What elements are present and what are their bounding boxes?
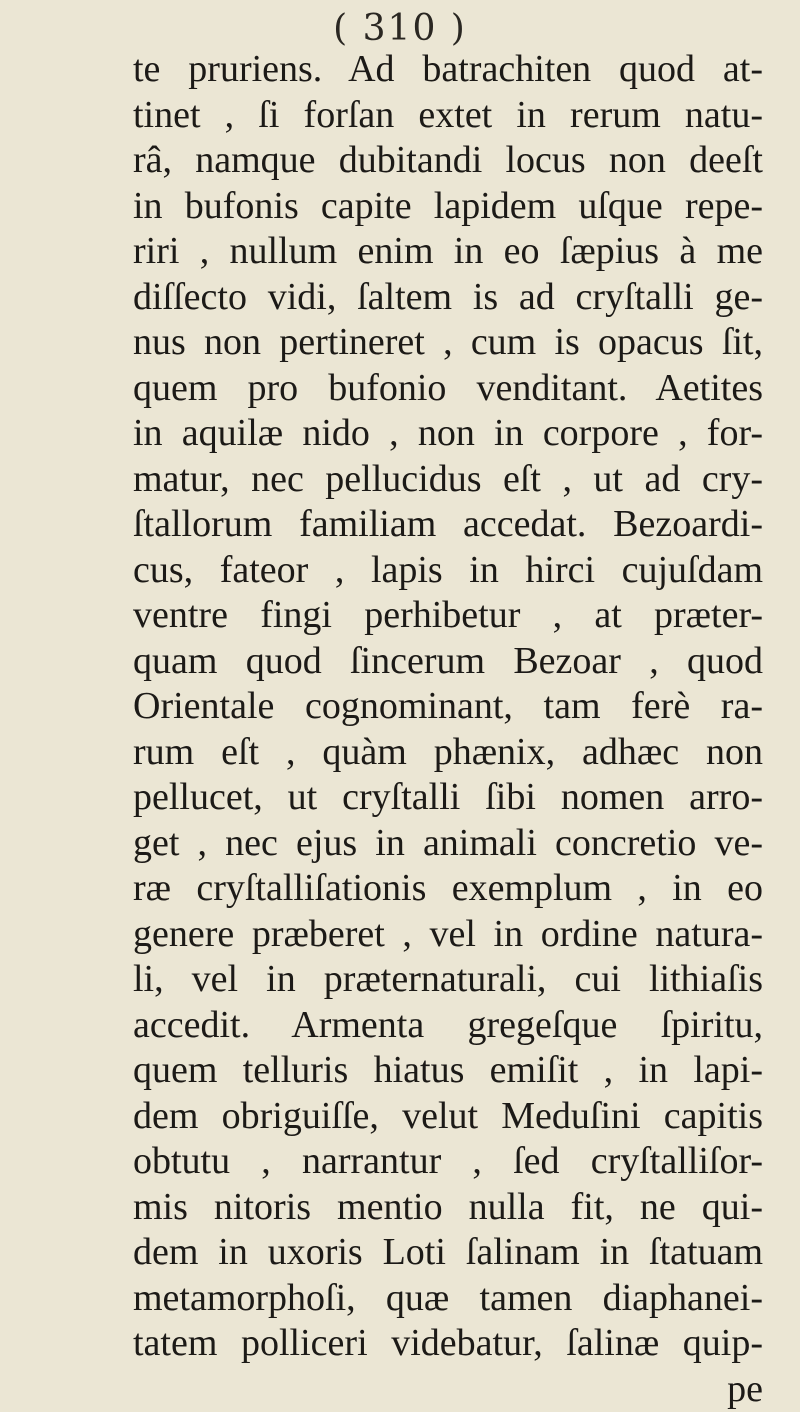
text-line: mis nitoris mentio nulla fit, ne qui- [133, 1185, 763, 1231]
text-line: riri , nullum enim in eo ſæpius à me [133, 229, 763, 275]
text-line: quem pro bufonio venditant. Aetites [133, 366, 763, 412]
text-line: in aquilæ nido , non in corpore , for- [133, 411, 763, 457]
text-line: genere præberet , vel in ordine natura- [133, 912, 763, 958]
text-line: obtutu , narrantur , ſed cryſtalliſor- [133, 1139, 763, 1185]
text-line: nus non pertineret , cum is opacus ſit, [133, 320, 763, 366]
text-line: get , nec ejus in animali concretio ve- [133, 821, 763, 867]
text-line: Orientale cognominant, tam ferè ra- [133, 684, 763, 730]
text-line: metamorphoſi, quæ tamen diaphanei- [133, 1276, 763, 1322]
text-line: rum eſt , quàm phænix, adhæc non [133, 730, 763, 776]
text-line: râ, namque dubitandi locus non deeſt [133, 138, 763, 184]
catchword: pe [133, 1367, 763, 1412]
text-line: quem telluris hiatus emiſit , in lapi- [133, 1048, 763, 1094]
text-line: in bufonis capite lapidem uſque repe- [133, 184, 763, 230]
text-line: dem obriguiſſe, velut Meduſini capitis [133, 1094, 763, 1140]
text-line: matur, nec pellucidus eſt , ut ad cry- [133, 457, 763, 503]
body-text [133, 47, 763, 1412]
text-line: te pruriens. Ad batrachiten quod at- [133, 47, 763, 93]
text-line: pellucet, ut cryſtalli ſibi nomen arro- [133, 775, 763, 821]
text-line: tinet , ſi forſan extet in rerum natu- [133, 93, 763, 139]
text-line: li, vel in præternaturali, cui lithiaſis [133, 957, 763, 1003]
text-line: quam quod ſincerum Bezoar , quod [133, 639, 763, 685]
text-line: ræ cryſtalliſationis exemplum , in eo [133, 866, 763, 912]
text-line: ſtallorum familiam accedat. Bezoardi- [133, 502, 763, 548]
text-line: accedit. Armenta gregeſque ſpiritu, [133, 1003, 763, 1049]
text-line: cus, fateor , lapis in hirci cujuſdam [133, 548, 763, 594]
text-line: diſſecto vidi, ſaltem is ad cryſtalli ge- [133, 275, 763, 321]
page-number: ( 310 ) [0, 8, 800, 49]
text-line: dem in uxoris Loti ſalinam in ſtatuam [133, 1230, 763, 1276]
text-line: tatem polliceri videbatur, ſalinæ quip- [133, 1321, 763, 1367]
text-line: ventre fingi perhibetur , at præter- [133, 593, 763, 639]
